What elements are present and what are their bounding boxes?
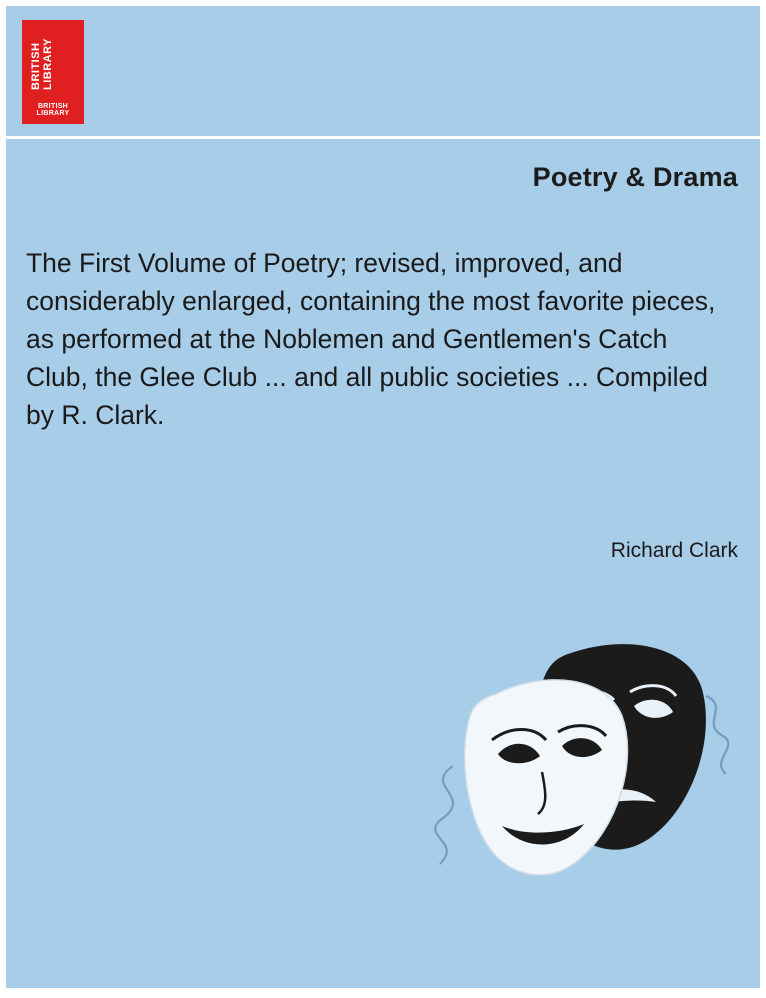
logo-line-2: LIBRARY — [42, 38, 54, 90]
page-edge-bottom — [0, 988, 766, 998]
british-library-logo-text — [30, 28, 76, 90]
header-divider — [6, 136, 760, 139]
page-edge-right — [760, 0, 766, 998]
page-edge-top — [0, 0, 766, 6]
book-author: Richard Clark — [610, 539, 738, 562]
book-title: The First Volume of Poetry; revised, improved, and considerably enlarged, containing the most favorite pieces, as performed at the Noblemen and Gentlemen's Catch Club, the Glee Club ... and all public societies ... Compiled by R. Clark. — [26, 248, 716, 430]
logo-line-1: BRITISH — [30, 42, 42, 90]
theatre-masks-icon — [418, 636, 738, 886]
category-label: Poetry & Drama — [532, 162, 738, 192]
page-edge-left — [0, 0, 6, 998]
british-library-logo — [22, 20, 84, 124]
british-library-logo-caption: BRITISH LIBRARY — [36, 103, 70, 117]
